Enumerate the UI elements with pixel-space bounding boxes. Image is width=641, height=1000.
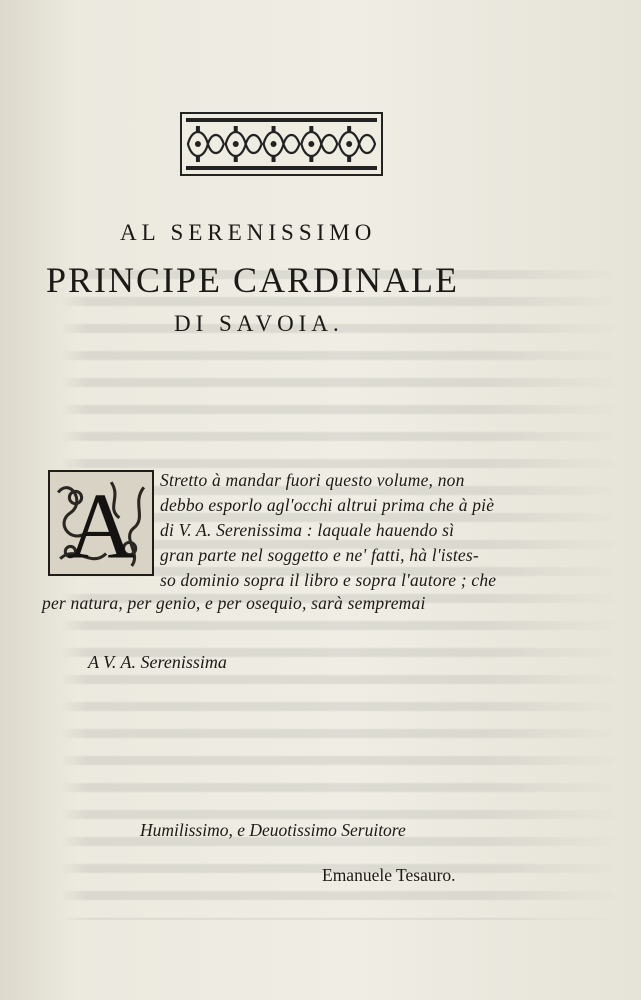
signature-name: Emanuele Tesauro. bbox=[322, 865, 456, 885]
body-line: Stretto à mandar fuori questo volume, non bbox=[160, 470, 465, 490]
body-line: per natura, per genio, e per osequio, sarà sempremai bbox=[42, 593, 426, 613]
headpiece-ornament bbox=[180, 112, 383, 176]
decorated-initial bbox=[48, 470, 154, 576]
title-line-3: DI SAVOIA. bbox=[174, 311, 344, 336]
body-line: di V. A. Serenissima : laquale hauendo sì bbox=[160, 520, 455, 540]
title-line-1: AL SERENISSIMO bbox=[120, 220, 377, 245]
body-line: debbo esporlo agl'occhi altrui prima che à piè bbox=[160, 495, 495, 515]
signature-title: Humilissimo, e Deuotissimo Seruitore bbox=[140, 820, 406, 840]
svg-text:A: A bbox=[67, 474, 135, 574]
title-line-2: PRINCIPE CARDINALE bbox=[46, 260, 460, 300]
body-line: so dominio sopra il libro e sopra l'autore ; che bbox=[160, 570, 497, 590]
body-line: gran parte nel soggetto e ne' fatti, hà l'istes- bbox=[160, 545, 479, 565]
salutation: A V. A. Serenissima bbox=[88, 652, 227, 672]
